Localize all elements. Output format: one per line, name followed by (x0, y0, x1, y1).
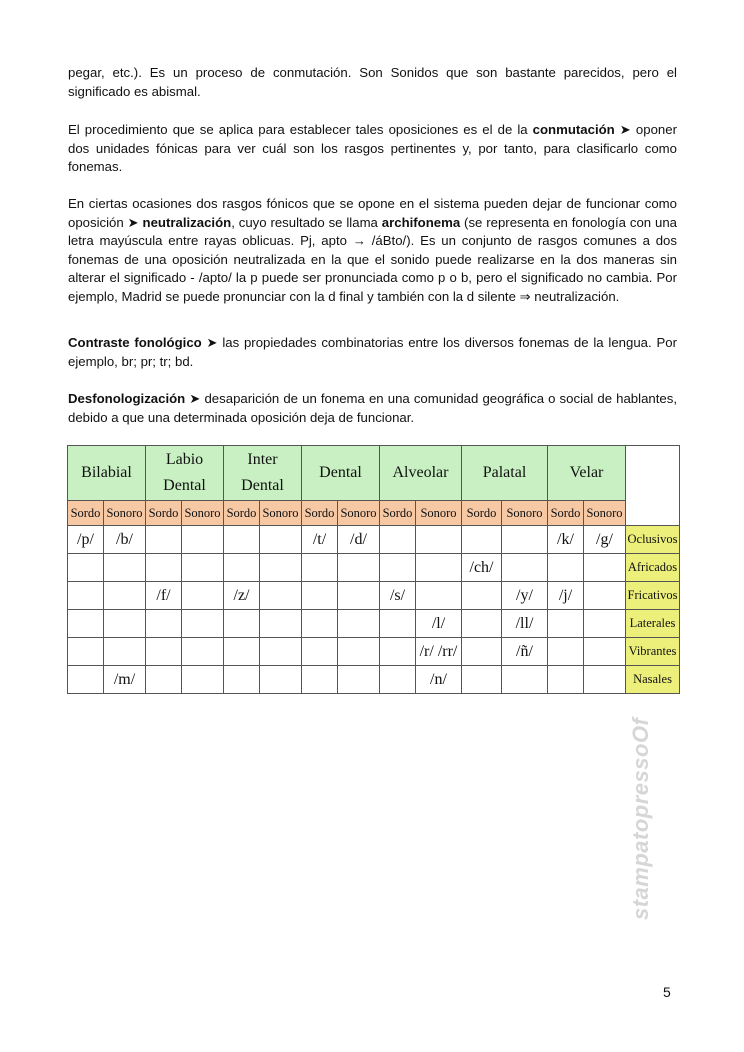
place-label-line2: Dental (241, 477, 284, 494)
phoneme-cell (584, 666, 626, 694)
place-label: Labio (165, 451, 204, 468)
phoneme-cell (416, 554, 462, 582)
phoneme-cell (146, 554, 182, 582)
phoneme-cell (182, 526, 224, 554)
paragraph-text: El procedimiento que se aplica para establecer tales oposiciones es el de la (68, 122, 533, 137)
phoneme-cell (68, 554, 104, 582)
place-header (224, 446, 302, 501)
manner-label: Fricativos (626, 582, 680, 610)
phoneme-cell (462, 666, 502, 694)
phoneme-cell (584, 638, 626, 666)
page-number: 5 (663, 984, 671, 1000)
phoneme-cell (302, 638, 338, 666)
phoneme-cell (380, 554, 416, 582)
phoneme-cell: /b/ (104, 526, 146, 554)
phoneme-cell (260, 582, 302, 610)
phoneme-cell: /s/ (380, 582, 416, 610)
phoneme-cell (104, 554, 146, 582)
phoneme-cell (302, 666, 338, 694)
term-contraste-fonologico: Contraste fonológico (68, 335, 202, 350)
phoneme-cell (548, 554, 584, 582)
place-label: Palatal (482, 464, 527, 481)
phoneme-cell (68, 610, 104, 638)
paragraph-neutralizacion (68, 195, 677, 307)
phoneme-cell (380, 526, 416, 554)
phoneme-cell (502, 526, 548, 554)
paragraph-conmutacion (68, 121, 677, 177)
phoneme-cell (502, 666, 548, 694)
place-header (380, 446, 462, 501)
phoneme-cell (584, 554, 626, 582)
phoneme-cell (584, 610, 626, 638)
phoneme-cell (182, 582, 224, 610)
table-row (68, 666, 680, 694)
term-desfonologizacion: Desfonologización (68, 391, 186, 406)
phoneme-cell (338, 582, 380, 610)
phoneme-cell: /p/ (68, 526, 104, 554)
manner-label: Africados (626, 554, 680, 582)
phoneme-cell (380, 666, 416, 694)
phoneme-cell: /m/ (104, 666, 146, 694)
phoneme-cell (182, 610, 224, 638)
phoneme-cell (502, 554, 548, 582)
voiced-header: Sonoro (584, 501, 626, 526)
phoneme-cell (416, 526, 462, 554)
phoneme-cell (224, 638, 260, 666)
term-archifonema: archifonema (381, 214, 461, 230)
phoneme-cell (380, 638, 416, 666)
place-label: Bilabial (81, 464, 132, 481)
phoneme-cell (146, 526, 182, 554)
phoneme-cell (584, 582, 626, 610)
phoneme-cell (182, 666, 224, 694)
watermark: stampatopressoOf (628, 717, 653, 920)
place-header (146, 446, 224, 501)
phoneme-cell (224, 666, 260, 694)
place-header (302, 446, 380, 501)
voiceless-header: Sordo (462, 501, 502, 526)
phoneme-cell (224, 554, 260, 582)
phoneme-cell (302, 582, 338, 610)
phoneme-cell (338, 666, 380, 694)
phoneme-cell: /l/ (416, 610, 462, 638)
phoneme-cell (548, 666, 584, 694)
paragraph-text: (se representa en fonología con una letra mayúscula entre rayas oblicuas. Pj, apto → /áBto/). Es un conjunto de rasgos comunes a dos fonemas de una oposición neutralizada en la que el sonido puede realizarse en la dos maneras sin alterar el significado - /apto/ la p puede ser pronunciada como p o b, pero el significado no cambia. Por ejemplo, Madrid se puede pronunciar con la d final y también con la d silente ⇒ neutralización. (68, 214, 677, 304)
voiced-header: Sonoro (182, 501, 224, 526)
phoneme-cell: /g/ (584, 526, 626, 554)
phoneme-cell (224, 526, 260, 554)
voiceless-header: Sordo (548, 501, 584, 526)
phoneme-cell (548, 610, 584, 638)
paragraph-text: pegar, etc.). Es un proceso de conmutación. Son Sonidos que son bastante parecidos, pero el significado es abismal. (68, 65, 677, 99)
voiced-header: Sonoro (104, 501, 146, 526)
voiced-header: Sonoro (338, 501, 380, 526)
phoneme-cell (338, 610, 380, 638)
voiceless-header: Sordo (302, 501, 338, 526)
phoneme-cell (548, 638, 584, 666)
place-header (548, 446, 626, 501)
phoneme-cell: /ll/ (502, 610, 548, 638)
phoneme-cell: /f/ (146, 582, 182, 610)
paragraph-desfonologizacion (68, 390, 677, 427)
phoneme-cell (182, 638, 224, 666)
place-header (462, 446, 548, 501)
phoneme-cell: /y/ (502, 582, 548, 610)
phoneme-cell (462, 582, 502, 610)
paragraph-text: ➤ oponer dos unidades fónicas para ver cuál son los rasgos pertinentes y, por tanto, para clasificarlo como fonemas. (68, 122, 677, 175)
place-label: Alveolar (392, 464, 449, 481)
paragraph-text: , cuyo resultado se llama (231, 214, 382, 230)
phoneme-cell (104, 610, 146, 638)
phoneme-cell (260, 610, 302, 638)
phoneme-cell (260, 526, 302, 554)
voiceless-header: Sordo (224, 501, 260, 526)
phoneme-cell (462, 526, 502, 554)
phoneme-cell (416, 582, 462, 610)
term-conmutacion: conmutación (532, 122, 615, 137)
phoneme-cell (462, 610, 502, 638)
term-neutralizacion: neutralización (142, 214, 232, 230)
phoneme-cell: /j/ (548, 582, 584, 610)
phoneme-cell (302, 554, 338, 582)
phoneme-cell (104, 582, 146, 610)
phoneme-cell: /ch/ (462, 554, 502, 582)
manner-label: Laterales (626, 610, 680, 638)
phoneme-cell (104, 638, 146, 666)
table-row (68, 526, 680, 554)
phoneme-cell (146, 610, 182, 638)
paragraph-text: ➤ desaparición de un fonema en una comunidad geográfica o social de hablantes, debido a que una determinada oposición deja de funcionar. (68, 391, 677, 425)
phoneme-cell: /ñ/ (502, 638, 548, 666)
phoneme-cell (338, 638, 380, 666)
place-header (68, 446, 146, 501)
phoneme-cell (146, 666, 182, 694)
phoneme-cell: /d/ (338, 526, 380, 554)
phoneme-cell (68, 582, 104, 610)
corner-cell (626, 446, 680, 526)
phoneme-cell (462, 638, 502, 666)
table-row (68, 610, 680, 638)
voiceless-header: Sordo (146, 501, 182, 526)
place-header-row (68, 446, 680, 501)
phoneme-cell (146, 638, 182, 666)
place-label: Inter (247, 451, 278, 468)
voiced-header: Sonoro (416, 501, 462, 526)
phoneme-cell (68, 666, 104, 694)
voicing-header-row (68, 501, 680, 526)
table-row (68, 554, 680, 582)
paragraph-conmutacion-intro (68, 64, 677, 101)
place-label: Velar (569, 464, 604, 481)
phoneme-cell (68, 638, 104, 666)
phoneme-cell (302, 610, 338, 638)
voiced-header: Sonoro (260, 501, 302, 526)
phoneme-cell (260, 666, 302, 694)
paragraph-text: ➤ las propiedades combinatorias entre los diversos fonemas de la lengua. Por ejemplo, br; pr; tr; bd. (68, 335, 677, 369)
phoneme-cell (224, 610, 260, 638)
voiced-header: Sonoro (502, 501, 548, 526)
manner-label: Vibrantes (626, 638, 680, 666)
manner-label: Nasales (626, 666, 680, 694)
voiceless-header: Sordo (380, 501, 416, 526)
voiceless-header: Sordo (68, 501, 104, 526)
place-label: Dental (319, 464, 362, 481)
phoneme-cell: /k/ (548, 526, 584, 554)
phoneme-cell: /r/ /rr/ (416, 638, 462, 666)
phoneme-cell (260, 554, 302, 582)
phoneme-cell: /t/ (302, 526, 338, 554)
paragraph-text: En ciertas ocasiones dos rasgos fónicos que se opone en el sistema pueden dejar de funcionar como oposición ➤ (68, 196, 677, 230)
place-label-line2: Dental (163, 477, 206, 494)
table-row (68, 582, 680, 610)
phoneme-cell: /z/ (224, 582, 260, 610)
phoneme-cell (182, 554, 224, 582)
phoneme-cell (380, 610, 416, 638)
phoneme-cell (338, 554, 380, 582)
phoneme-table (67, 445, 680, 694)
phoneme-cell (260, 638, 302, 666)
paragraph-contraste (68, 334, 677, 371)
manner-label: Oclusivos (626, 526, 680, 554)
table-row (68, 638, 680, 666)
phoneme-cell: /n/ (416, 666, 462, 694)
